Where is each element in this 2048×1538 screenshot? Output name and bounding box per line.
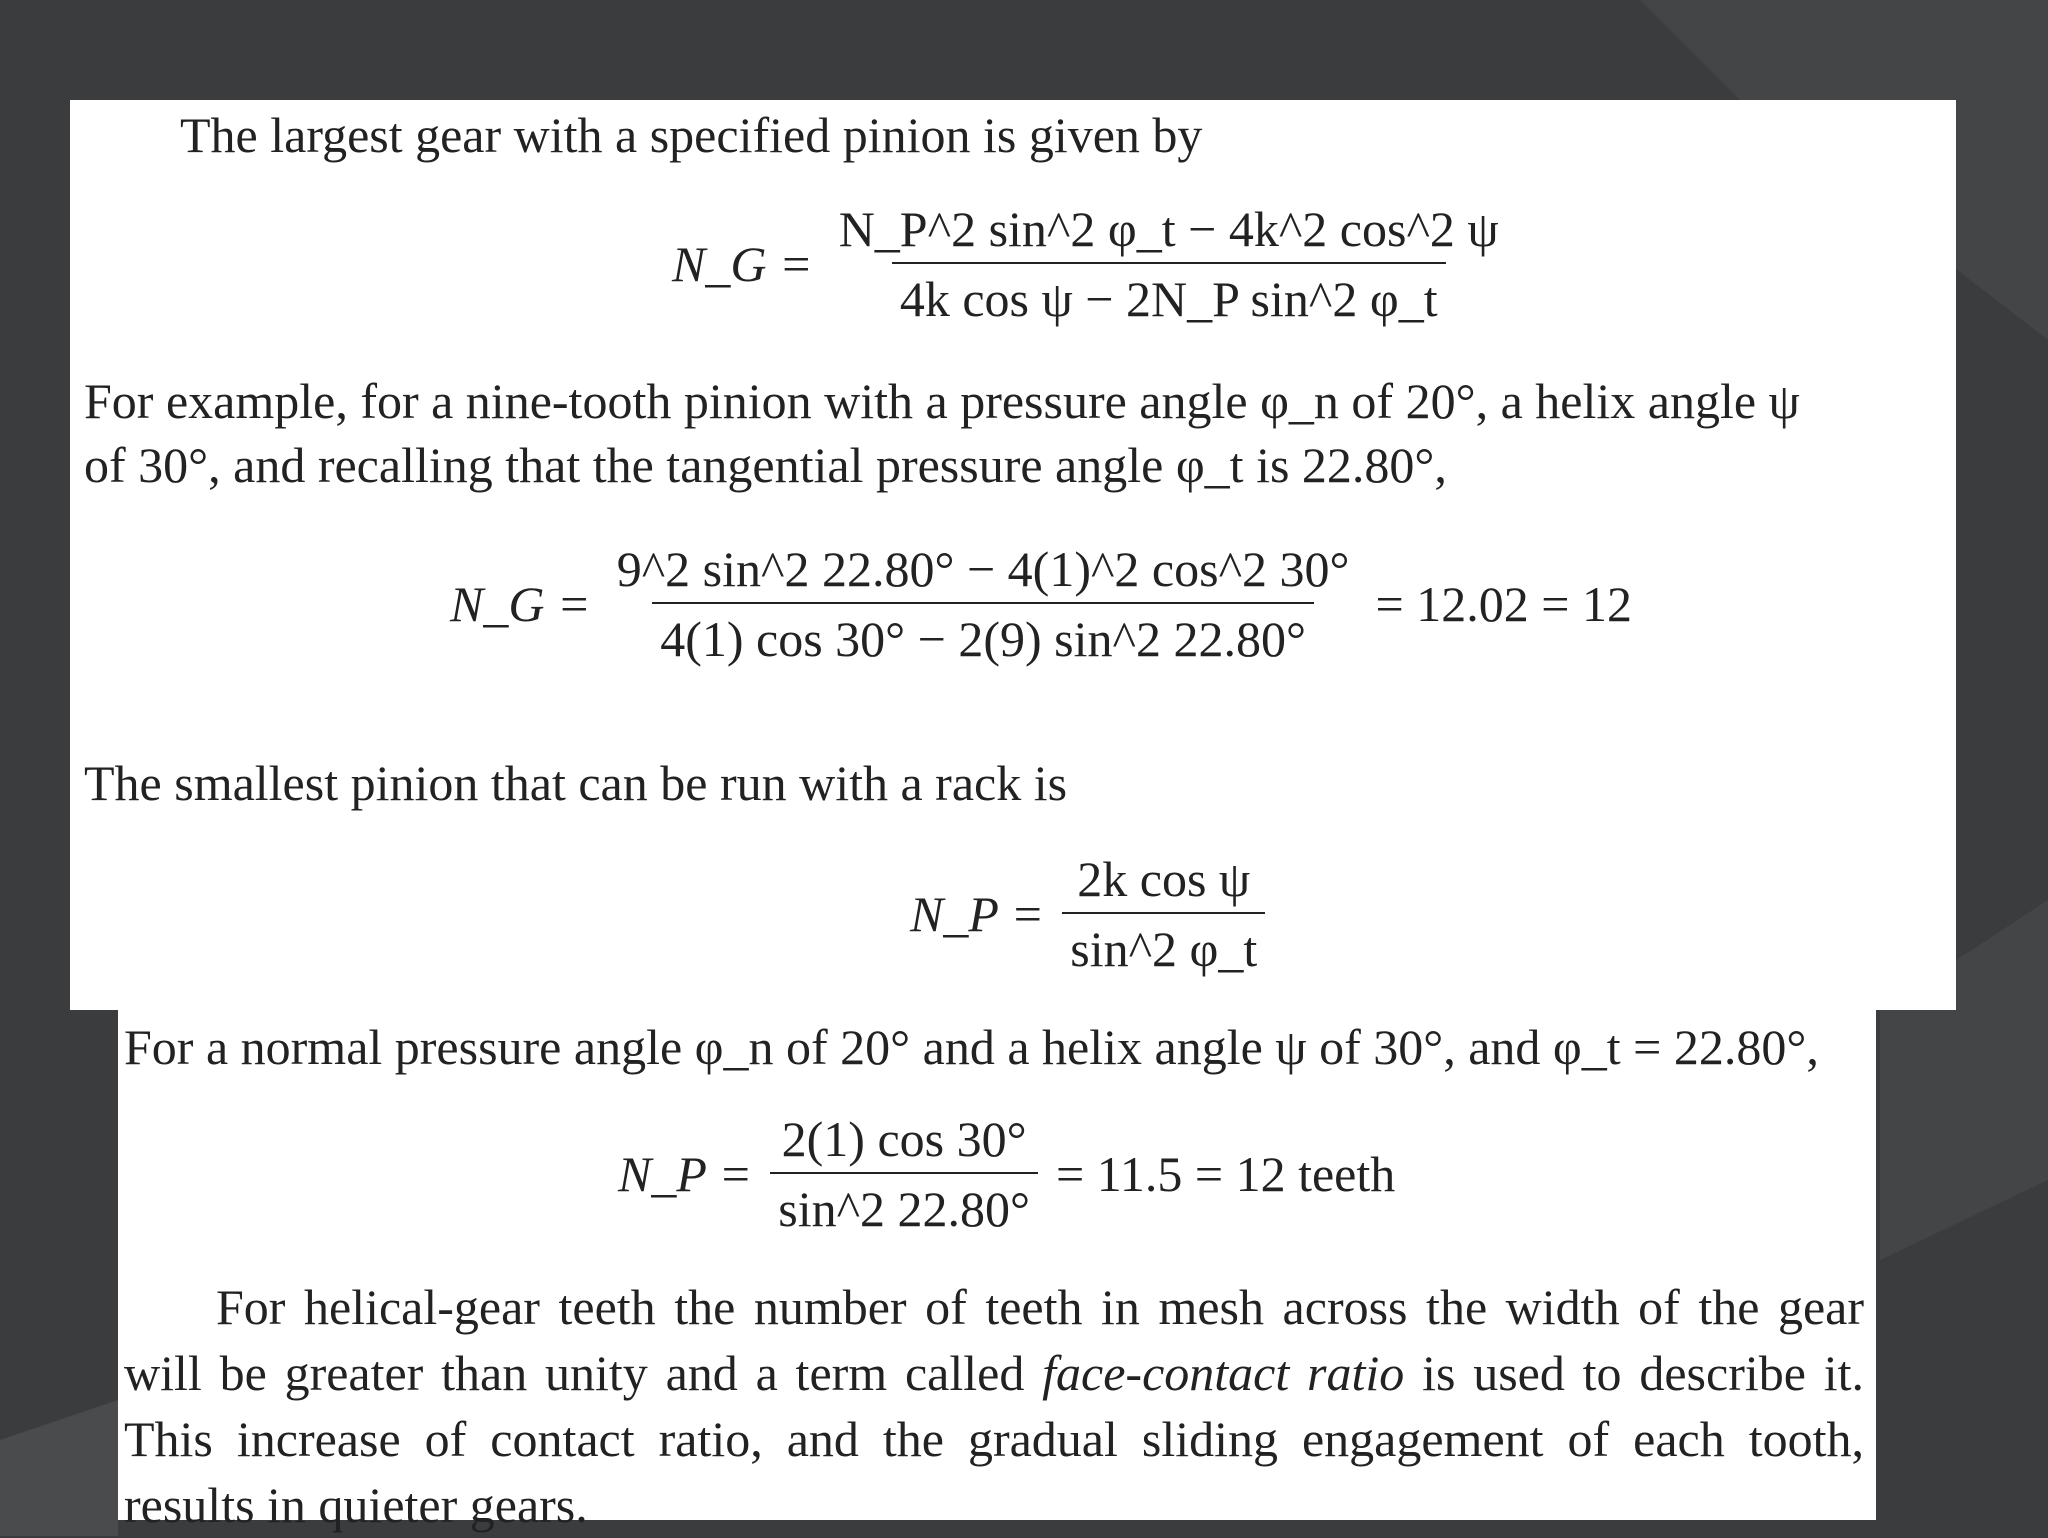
eq3-lhs: N_P = — [910, 886, 1045, 942]
eq4-fraction — [770, 1110, 1038, 1238]
eq3-denominator: sin^2 φ_t — [1062, 912, 1265, 978]
normal-pressure-paragraph: For a normal pressure angle φ_n of 20° and a helix angle ψ of 30°, and φ_t = 22.80°, — [124, 1019, 1819, 1075]
eq4-denominator: sin^2 22.80° — [770, 1172, 1038, 1238]
eq1-lhs: N_G = — [672, 236, 813, 292]
eq2-denominator: 4(1) cos 30° − 2(9) sin^2 22.80° — [652, 602, 1314, 668]
eq1-numerator: N_P^2 sin^2 φ_t − 4k^2 cos^2 ψ — [838, 201, 1499, 257]
equation-largest-gear — [672, 200, 1507, 328]
eq4-numerator: 2(1) cos 30° — [781, 1111, 1027, 1167]
eq2-result: = 12.02 = 12 — [1375, 576, 1632, 632]
intro-paragraph: The largest gear with a specified pinion is given by — [180, 107, 1203, 163]
example-paragraph-line1: For example, for a nine-tooth pinion with a pressure angle φ_n of 20°, a helix angle ψ — [84, 373, 1800, 429]
eq4-result: = 11.5 = 12 teeth — [1056, 1146, 1396, 1202]
textbook-excerpt-top — [70, 100, 1956, 1010]
face-contact-paragraph — [124, 1274, 1864, 1538]
textbook-excerpt-bottom — [118, 1010, 1876, 1533]
example-paragraph-line2: of 30°, and recalling that the tangential pressure angle φ_t is 22.80°, — [84, 437, 1447, 493]
equation-smallest-pinion — [910, 850, 1265, 978]
eq3-numerator: 2k cos ψ — [1077, 851, 1251, 907]
eq2-fraction — [609, 540, 1358, 668]
eq1-fraction — [831, 200, 1507, 328]
eq4-lhs: N_P = — [618, 1146, 753, 1202]
eq2-lhs: N_G = — [450, 576, 591, 632]
smallest-pinion-paragraph: The smallest pinion that can be run with a rack is — [84, 755, 1068, 811]
eq3-fraction — [1062, 850, 1265, 978]
face-contact-text-before: For helical-gear teeth the number of teeth in mesh across the width of the gear will be greater than unity and a term called — [124, 1279, 1864, 1401]
eq2-numerator: 9^2 sin^2 22.80° − 4(1)^2 cos^2 30° — [616, 541, 1350, 597]
equation-smallest-pinion-example — [618, 1110, 1413, 1238]
face-contact-text-after: is used to describe it. This increase of contact ratio, and the gradual sliding engagement of each tooth, results in quieter gears. — [124, 1345, 1865, 1533]
equation-largest-gear-example — [450, 540, 1650, 668]
eq1-denominator: 4k cos ψ − 2N_P sin^2 φ_t — [892, 262, 1446, 328]
face-contact-ratio-term: face-contact ratio — [1042, 1345, 1405, 1401]
